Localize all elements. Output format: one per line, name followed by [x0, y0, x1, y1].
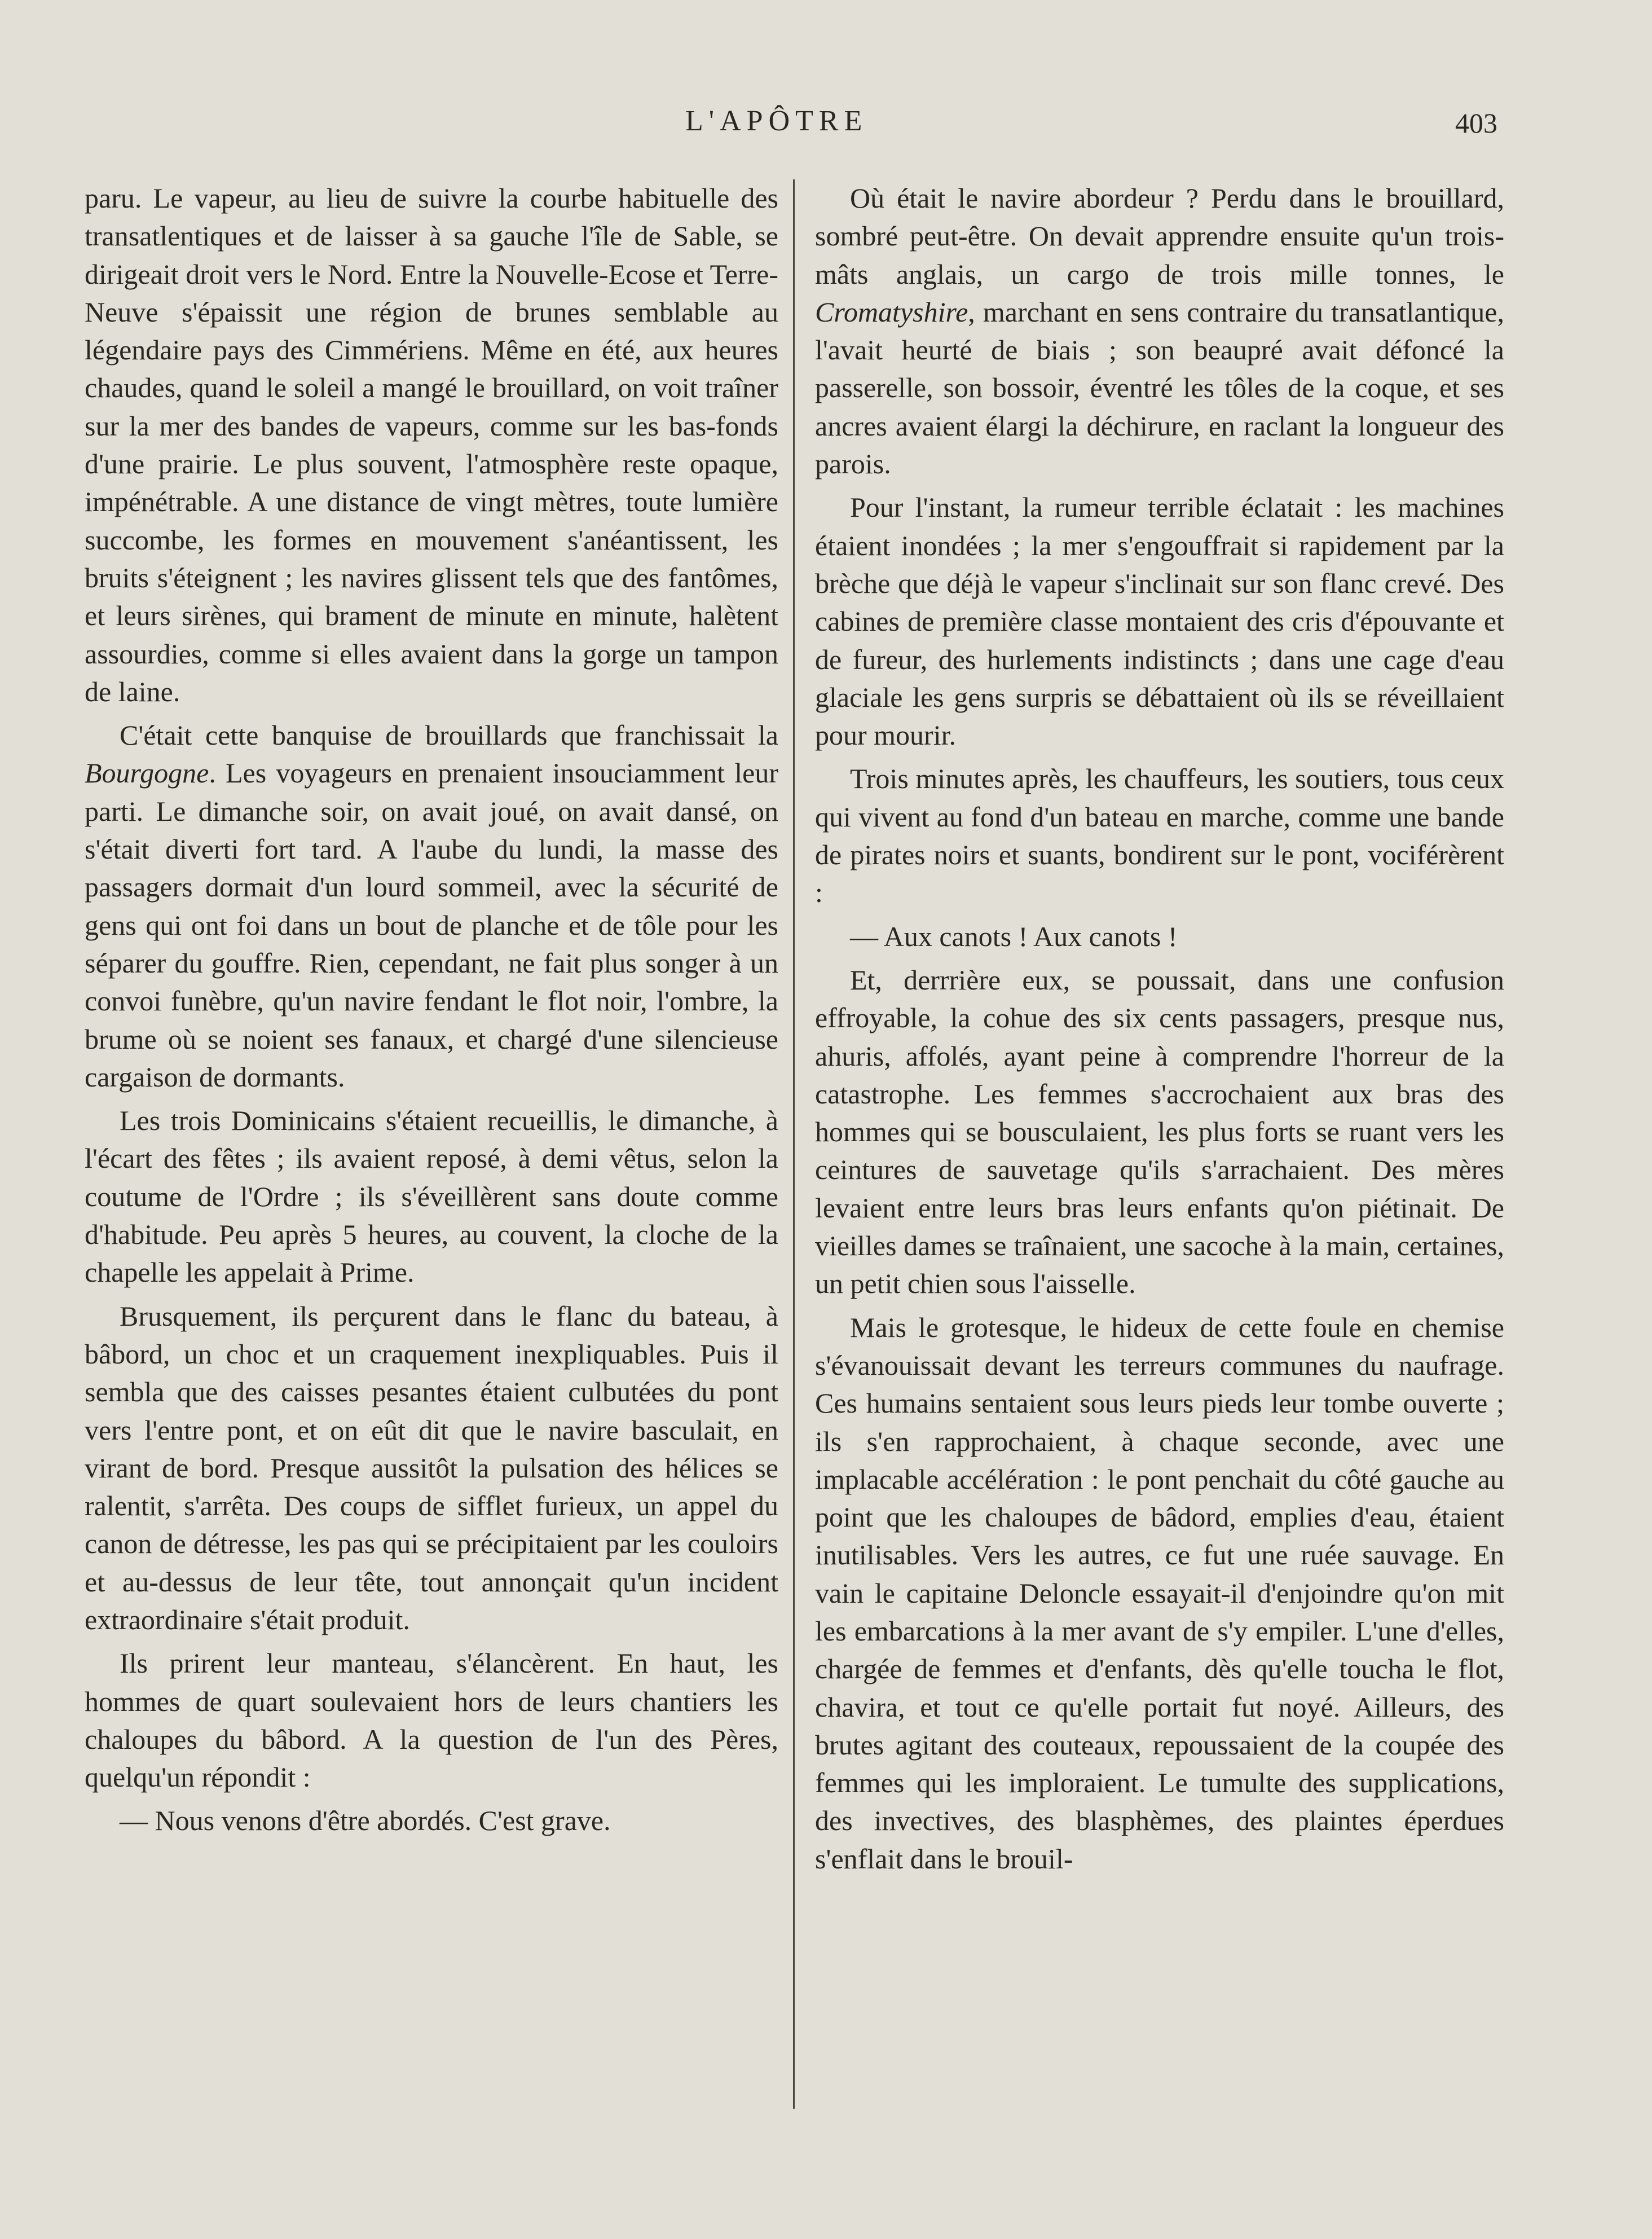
paragraph: Ils prirent leur manteau, s'élancèrent. En haut, les hommes de quart soulevaient hors de leurs chantiers les chaloupes du bâbord. A la question de l'un des Pères, quelqu'un répondit : — [85, 1647, 778, 1793]
page-number: 403 — [1455, 107, 1497, 139]
paragraph: Et, derrrière eux, se poussait, dans une confusion effroyable, la cohue des six cents passagers, presque nus, ahuris, affolés, ayant peine à comprendre l'horreur de la catastrophe. Les femmes s'accrochaient aux bras des hommes qui se bousculaient, les plus forts se ruant vers les ceintures de sauvetage qu'ils s'arrachaient. Des mères levaient entre leurs bras leurs enfants qu'on piétinait. De vieilles dames se traînaient, une sacoche à la main, certaines, un petit chien sous l'aisselle. — [815, 964, 1504, 1300]
paragraph: Trois minutes après, les chauffeurs, les soutiers, tous ceux qui vivent au fond d'un bateau en marche, comme une bande de pirates noirs et suants, bondirent sur le pont, vociférèrent : — [815, 763, 1504, 909]
paragraph: Brusquement, ils perçurent dans le flanc du bateau, à bâbord, un choc et un craquement inexpliquables. Puis il sembla que des caisses pesantes étaient culbutées du pont vers l'entre pont, et on eût dit que le navire basculait, en virant de bord. Presque aussitôt la pulsation des hélices se ralentit, s'arrêta. Des coups de sifflet furieux, un appel du canon de détresse, les pas qui se précipitaient par les couloirs et au-dessus de leur tête, tout annonçait qu'un incident extraordinaire s'était produit. — [85, 1300, 778, 1635]
left-column — [85, 179, 778, 1846]
dialogue-line: — Aux canots ! Aux canots ! — [850, 920, 1178, 952]
running-title: L'APÔTRE — [685, 105, 868, 137]
paragraph: Les trois Dominicains s'étaient recueillis, le dimanche, à l'écart des fêtes ; ils avaient reposé, à demi vêtus, selon la coutume de l'Ordre ; ils s'éveillèrent sans doute comme d'habitude. Peu après 5 heures, au couvent, la cloche de la chapelle les appelait à Prime. — [85, 1105, 778, 1288]
dialogue-line: — Nous venons d'être abordés. C'est grave. — [120, 1805, 611, 1837]
paragraph: paru. Le vapeur, au lieu de suivre la courbe habituelle des transatlentiques et de laisser à sa gauche l'île de Sable, se dirigeait droit vers le Nord. Entre la Nouvelle-Ecose et Terre-Neuve s'épaissit une région de brunes semblable au légendaire pays des Cimmériens. Même en été, aux heures chaudes, quand le soleil a mangé le brouillard, on voit traîner sur la mer des bandes de vapeurs, comme sur les bas-fonds d'une prairie. Le plus souvent, l'atmosphère reste opaque, impénétrable. A une distance de vingt mètres, toute lumière succombe, les formes en mouvement s'anéantissent, les bruits s'éteignent ; les navires glissent tels que des fantômes, et leurs sirènes, qui brament de minute en minute, halètent assourdies, comme si elles avaient dans la gorge un tampon de laine. — [85, 182, 778, 707]
column-divider — [793, 179, 795, 2109]
ship-name: Bourgogne — [85, 757, 209, 789]
running-head — [0, 104, 1652, 149]
right-column — [815, 179, 1504, 1884]
ship-name: Cromatyshire — [815, 296, 968, 328]
paragraph: Où était le navire abordeur ? Perdu dans le brouillard, sombré peut-être. On devait apprendre ensuite qu'un trois-mâts anglais, un cargo de trois mille tonnes, le Cromatyshire, marchant en sens contraire du transatlantique, l'avait heurté de biais ; son beaupré avait défoncé la passerelle, son bossoir, éventré les tôles de la coque, et ses ancres avaient élargi la déchirure, en raclant la longueur des parois. — [815, 182, 1504, 480]
paragraph: Mais le grotesque, le hideux de cette foule en chemise s'évanouissait devant les terreurs communes du naufrage. Ces humains sentaient sous leurs pieds leur tombe ouverte ; ils s'en rapprochaient, à chaque seconde, avec une implacable accélération : le pont penchait du côté gauche au point que les chaloupes de bâdord, emplies d'eau, étaient inutilisables. Vers les autres, ce fut une ruée sauvage. En vain le capitaine Deloncle essayait-il d'enjoindre qu'on mit les embarcations à la mer avant de s'y empiler. L'une d'elles, chargée de femmes et d'enfants, dès qu'elle toucha le flot, chavira, et tout ce qu'elle portait fut noyé. Ailleurs, des brutes agitant des couteaux, repoussaient de la coupée des femmes qui les imploraient. Le tumulte des supplications, des invectives, des blasphèmes, des plaintes éperdues s'enflait dans le brouil- — [815, 1311, 1504, 1875]
paragraph: C'était cette banquise de brouillards que franchissait la Bourgogne. Les voyageurs en prenaient insouciamment leur parti. Le dimanche soir, on avait joué, on avait dansé, on s'était diverti fort tard. A l'aube du lundi, la masse des passagers dormait d'un lourd sommeil, avec la sécurité de gens qui ont foi dans un bout de planche et de tôle pour les séparer du gouffre. Rien, cependant, ne fait plus songer à un convoi funèbre, qu'un navire fendant le flot noir, l'ombre, la brume où se noient ses fanaux, et chargé d'une silencieuse cargaison de dormants. — [85, 719, 778, 1093]
paragraph: Pour l'instant, la rumeur terrible éclatait : les machines étaient inondées ; la mer s'engouffrait si rapidement par la brèche que déjà le vapeur s'inclinait sur son flanc crevé. Des cabines de première classe montaient des cris d'épouvante et de fureur, des hurlements indistincts ; dans une cage d'eau glaciale les gens surpris se débattaient où ils se réveillaient pour mourir. — [815, 491, 1504, 751]
